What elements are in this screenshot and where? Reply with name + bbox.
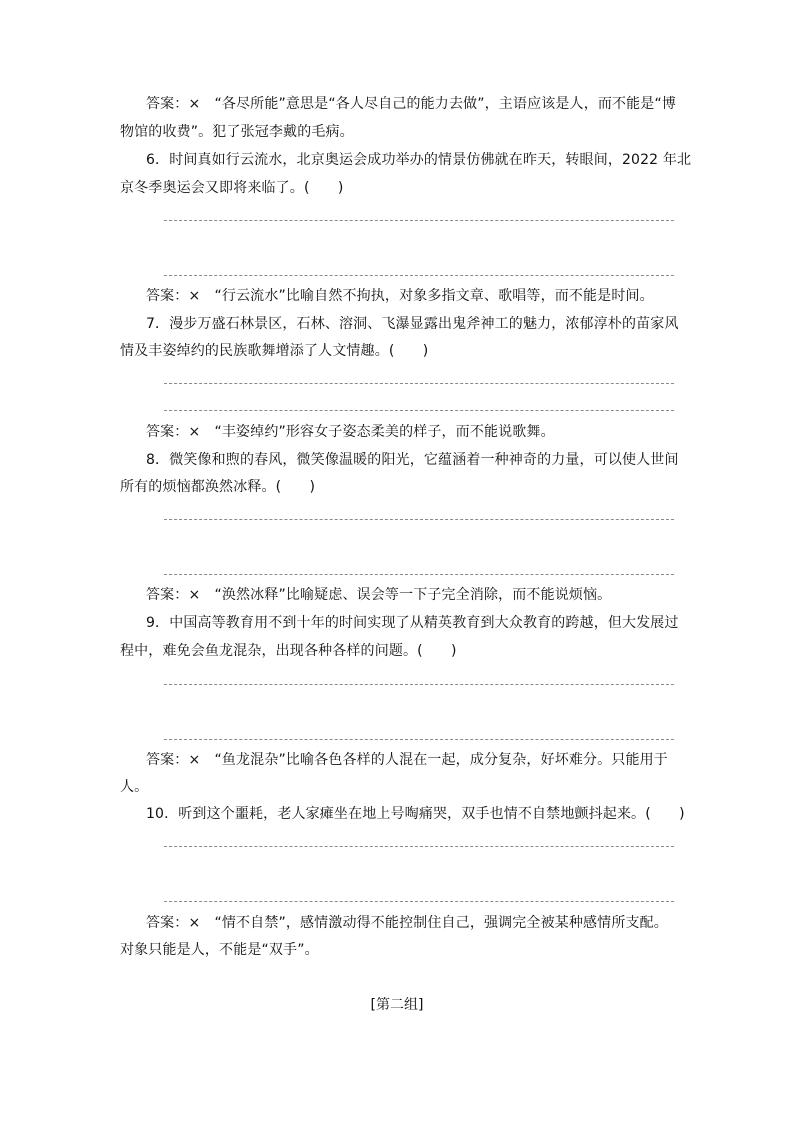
answer-7-line-1: 答案：× “丰姿绰约”形容女子姿态柔美的样子，而不能说歌舞。 xyxy=(146,424,555,440)
question-8-line-2: 所有的烦恼都涣然冰释。( ) xyxy=(120,479,316,495)
answer-9-line-2: 人。 xyxy=(120,779,149,795)
question-9-line-1: 9．中国高等教育用不到十年的时间实现了从精英教育到大众教育的跨越，但大发展过 xyxy=(146,615,679,631)
answer-10-line-2: 对象只能是人，不能是“双手”。 xyxy=(120,942,319,958)
answer-blank-line[interactable] xyxy=(164,519,674,520)
question-7-line-2: 情及丰姿绰约的民族歌舞增添了人文情趣。( ) xyxy=(120,343,429,359)
answer-blank-line[interactable] xyxy=(164,574,674,575)
answer-blank-line[interactable] xyxy=(164,383,674,384)
answer-blank-line[interactable] xyxy=(164,684,674,685)
answer-blank-line[interactable] xyxy=(164,846,674,847)
question-7-line-1: 7．漫步万盛石林景区，石林、溶洞、飞瀑显露出鬼斧神工的魅力，浓郁淳朴的苗家风 xyxy=(146,316,679,332)
answer-8-line-1: 答案：× “涣然冰释”比喻疑虑、误会等一下子完全消除，而不能说烦恼。 xyxy=(146,587,612,603)
section-heading: [第二组] xyxy=(370,997,424,1013)
answer-blank-line[interactable] xyxy=(164,739,674,740)
answer-blank-line[interactable] xyxy=(164,901,674,902)
answer-blank-line[interactable] xyxy=(164,220,674,221)
answer-5-line-1: 答案：× “各尽所能”意思是“各人尽自己的能力去做”，主语应该是人，而不能是“博 xyxy=(146,96,676,112)
question-10-line-1: 10．听到这个噩耗，老人家瘫坐在地上号啕痛哭，双手也情不自禁地颤抖起来。( ) xyxy=(146,806,685,822)
question-8-line-1: 8．微笑像和煦的春风，微笑像温暖的阳光，它蕴涵着一种神奇的力量，可以使人世间 xyxy=(146,452,679,468)
question-6-line-1: 6．时间真如行云流水，北京奥运会成功举办的情景仿佛就在昨天，转眼间，2022 年北 xyxy=(146,152,692,168)
answer-6-line-1: 答案：× “行云流水”比喻自然不拘执，对象多指文章、歌唱等，而不能是时间。 xyxy=(146,288,654,304)
question-6-line-2: 京冬季奥运会又即将来临了。( ) xyxy=(120,180,344,196)
answer-blank-line[interactable] xyxy=(164,410,674,411)
answer-blank-line[interactable] xyxy=(164,275,674,276)
answer-5-line-2: 物馆的收费”。犯了张冠李戴的毛病。 xyxy=(120,124,354,140)
question-9-line-2: 程中，难免会鱼龙混杂，出现各种各样的问题。( ) xyxy=(120,643,457,659)
answer-10-line-1: 答案：× “情不自禁”，感情激动得不能控制住自己，强调完全被某种感情所支配。 xyxy=(146,915,668,931)
answer-9-line-1: 答案：× “鱼龙混杂”比喻各色各样的人混在一起，成分复杂，好坏难分。只能用于 xyxy=(146,752,668,768)
